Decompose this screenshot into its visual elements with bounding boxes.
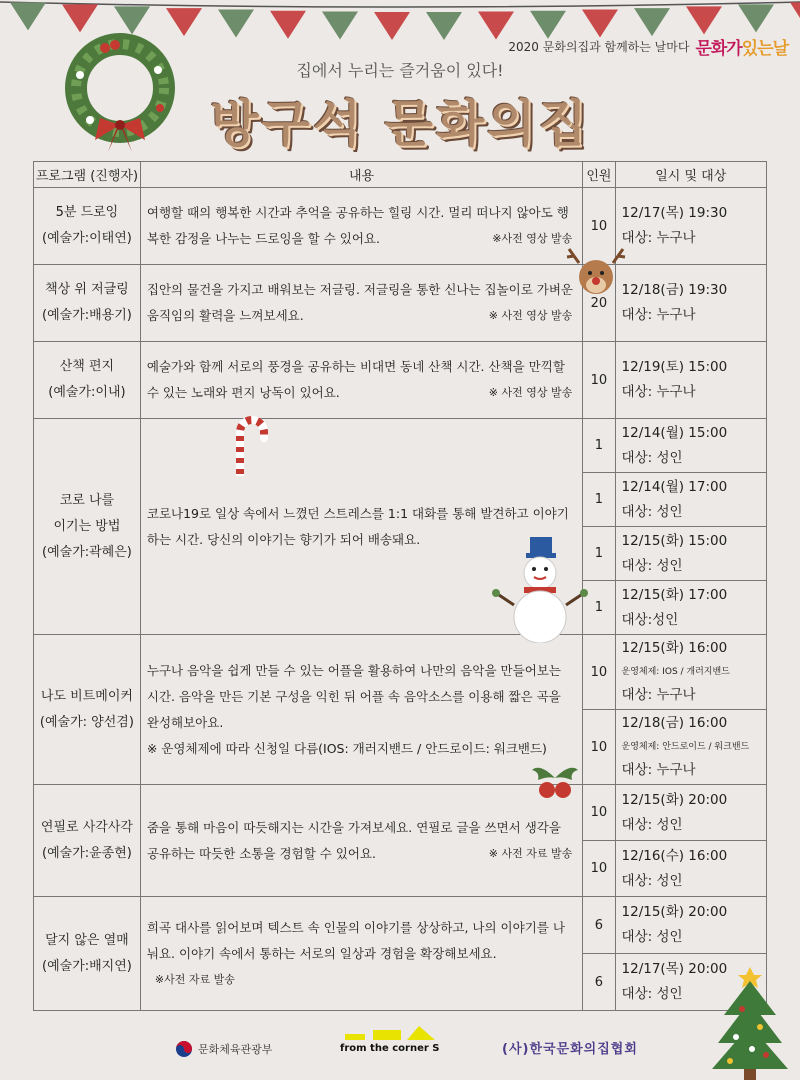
header-content: 내용 — [140, 162, 582, 188]
session-count: 20 — [583, 265, 615, 342]
snowman-icon — [492, 535, 588, 643]
session-count: 10 — [583, 785, 615, 841]
program-content: 집안의 물건을 가지고 배워보는 저글링. 저글링을 통한 신나는 집놀이로 가벼운 움직임의 활력을 느껴보세요. ※ 사전 영상 발송 — [140, 265, 582, 342]
session-datetime: 12/15(화) 16:00 운영체제: IOS / 개러지밴드 대상: 누구나 — [615, 635, 766, 710]
table-row — [34, 419, 767, 473]
schedule-table — [33, 161, 767, 1011]
session-datetime: 12/17(목) 20:00 대상: 성인 — [615, 954, 766, 1011]
bunting-flag — [686, 6, 722, 34]
program-name-cell — [34, 785, 141, 897]
taegeuk-icon — [175, 1040, 193, 1058]
bunting-flag — [10, 2, 46, 30]
table-row — [34, 265, 767, 342]
session-datetime: 12/14(월) 17:00 대상: 성인 — [615, 473, 766, 527]
bunting-flag — [790, 2, 800, 30]
session-count: 6 — [583, 897, 615, 954]
program-content: 희곡 대사를 읽어보며 텍스트 속 인물의 이야기를 상상하고, 나의 이야기를 나눠요. 이야기 속에서 통하는 서로의 일상과 경험을 확장해보세요. ※사전 자료 발송 — [140, 897, 582, 1011]
program-host: (예술가:곽혜은) — [42, 544, 132, 560]
program-note: ※ 사전 영상 발송 — [488, 309, 573, 322]
session-datetime: 12/15(화) 20:00 대상: 성인 — [615, 897, 766, 954]
session-count: 10 — [583, 710, 615, 785]
session-datetime: 12/19(토) 15:00 대상: 누구나 — [615, 342, 766, 419]
footer — [0, 1036, 800, 1066]
holly-berries-icon — [530, 758, 580, 802]
program-note: ※사전 영상 발송 — [492, 232, 573, 245]
session-os: 운영체제: IOS / 개러지밴드 — [621, 667, 730, 677]
session-count: 10 — [583, 342, 615, 419]
tagline: 2020 문화의집과 함께하는 날마다 — [508, 40, 690, 54]
program-name: 나도 비트메이커 — [40, 688, 133, 704]
program-name: 연필로 사각사각 — [40, 819, 133, 835]
program-name-cell — [34, 188, 141, 265]
corner-s-icon — [345, 1024, 435, 1040]
session-datetime: 12/14(월) 15:00 대상: 성인 — [615, 419, 766, 473]
program-host: (예술가:이태연) — [42, 231, 132, 246]
reindeer-icon — [565, 245, 627, 301]
session-count: 1 — [583, 473, 615, 527]
session-datetime: 12/18(금) 19:30 대상: 누구나 — [615, 265, 766, 342]
session-count: 10 — [583, 188, 615, 265]
brand-logo: 문화가있는날 — [695, 39, 788, 59]
table-row — [34, 785, 767, 841]
program-note: ※ 사전 자료 발송 — [488, 846, 573, 860]
session-count: 1 — [583, 419, 615, 473]
program-name: 이기는 방법 — [53, 518, 121, 534]
header-count: 인원 — [583, 162, 615, 188]
session-datetime: 12/15(화) 17:00 대상:성인 — [615, 581, 766, 635]
program-host: (예술가: 양선겸) — [39, 714, 134, 730]
session-count: 10 — [583, 635, 615, 710]
session-datetime: 12/16(수) 16:00 대상: 성인 — [615, 841, 766, 897]
session-datetime: 12/15(화) 20:00 대상: 성인 — [615, 785, 766, 841]
program-host: (예술가:배지연) — [42, 958, 132, 974]
session-os: 운영체제: 안드로이드 / 워크밴드 — [621, 742, 750, 752]
bunting-flag — [426, 12, 462, 40]
header-datetime: 일시 및 대상 — [615, 162, 766, 188]
program-name: 5분 드로잉 — [55, 205, 119, 220]
bunting-flag — [738, 4, 774, 32]
header-program: 프로그램 (진행자) — [34, 162, 141, 188]
session-count: 10 — [583, 841, 615, 897]
session-datetime: 12/17(목) 19:30 대상: 누구나 — [615, 188, 766, 265]
subtitle: 집에서 누리는 즐거움이 있다! — [296, 61, 504, 80]
bunting-flag — [374, 12, 410, 40]
header-brand — [508, 34, 788, 59]
bunting-flag — [218, 10, 254, 38]
program-host: (예술가:윤종현) — [42, 845, 132, 861]
association-logo: (사)한국문화의집협회 — [502, 1042, 638, 1057]
bunting-flag — [62, 4, 98, 32]
program-content: 예술가와 함께 서로의 풍경을 공유하는 비대면 동네 산책 시간. 산책을 만끽할 수 있는 노래와 편지 낭독이 있어요. ※ 사전 영상 발송 — [140, 342, 582, 419]
program-name-cell — [34, 419, 141, 635]
candy-cane-icon — [228, 414, 268, 476]
program-content: 여행할 때의 행복한 시간과 추억을 공유하는 힐링 시간. 멀리 떠나지 않아도 행복한 감정을 나누는 드로잉을 할 수 있어요. ※사전 영상 발송 — [140, 188, 582, 265]
bunting-flag — [322, 12, 358, 40]
table-row — [34, 188, 767, 265]
table-row — [34, 635, 767, 710]
program-name-cell — [34, 897, 141, 1011]
program-note: ※ 사전 영상 발송 — [488, 386, 573, 399]
program-name-cell — [34, 635, 141, 785]
bunting-flag — [634, 8, 670, 36]
page-title: 방구석 문화의집 — [210, 95, 590, 153]
program-name-cell — [34, 265, 141, 342]
bunting-flag — [270, 11, 306, 39]
program-host: (예술가:이내) — [48, 385, 126, 400]
session-count: 1 — [583, 581, 615, 635]
ministry-logo: 문화체육관광부 — [175, 1040, 272, 1058]
session-datetime: 12/18(금) 16:00 운영체제: 안드로이드 / 워크밴드 대상: 누구나 — [615, 710, 766, 785]
program-name: 산책 편지 — [59, 359, 115, 374]
program-note: ※ 운영체제에 따라 신청일 다름(IOS: 개러지밴드 / 안드로이드: 워크밴드) — [146, 740, 547, 756]
table-row — [34, 897, 767, 954]
corner-s-logo: from the corner S — [340, 1024, 439, 1054]
program-host: (예술가:배용기) — [42, 308, 132, 323]
session-count: 6 — [583, 954, 615, 1011]
table-header-row — [34, 162, 767, 188]
program-content: 누구나 음악을 쉽게 만들 수 있는 어플을 활용하여 나만의 음악을 만들어보는 시간. 음악을 만든 기본 구성을 익힌 뒤 어플 속 음악소스를 이용해 짧은 곡을 완성해보아요. ※ 운영체제에 따라 신청일 다름(IOS: 개러지밴드 / 안드로이드: 워크밴드) — [140, 635, 582, 785]
session-count: 1 — [583, 527, 615, 581]
program-name-cell — [34, 342, 141, 419]
program-name: 코로 나를 — [59, 492, 115, 508]
program-note: ※사전 자료 발송 — [154, 972, 235, 986]
program-content: 코로나19로 일상 속에서 느꼈던 스트레스를 1:1 대화를 통해 발견하고 이야기하는 시간. 당신의 이야기는 향기가 되어 배송돼요. — [140, 419, 582, 635]
program-name: 책상 위 저글링 — [45, 282, 129, 297]
table-row — [34, 342, 767, 419]
session-datetime: 12/15(화) 15:00 대상: 성인 — [615, 527, 766, 581]
program-content: 줌을 통해 마음이 따듯해지는 시간을 가져보세요. 연필로 글을 쓰면서 생각을 공유하는 따듯한 소통을 경험할 수 있어요. ※ 사전 자료 발송 — [140, 785, 582, 897]
program-name: 달지 않은 열매 — [45, 932, 129, 948]
